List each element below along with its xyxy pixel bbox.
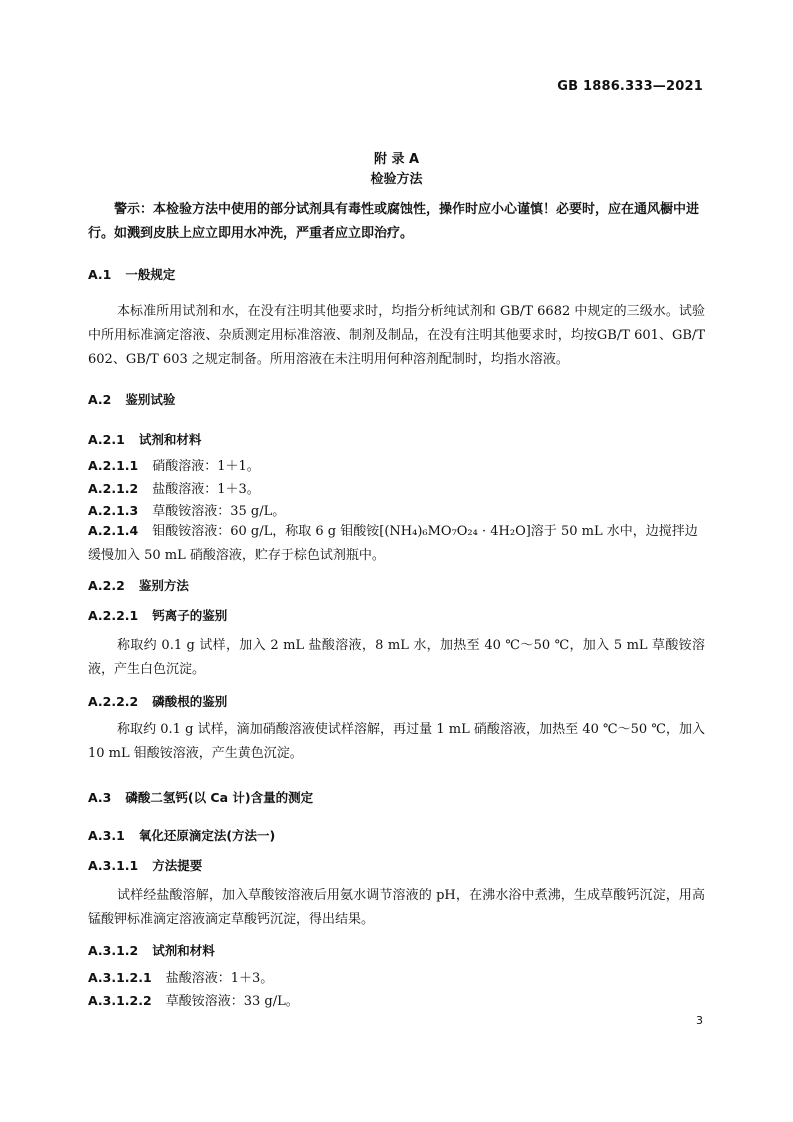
section-title: 钙离子的鉴别 (152, 608, 228, 623)
section-a21-heading (88, 430, 201, 448)
page-number: 3 (696, 1014, 703, 1027)
section-number: A.1 (88, 267, 112, 282)
section-a222-text: 称取约 0.1 g 试样，滴加硝酸溶液使试样溶解，再过量 1 mL 硝酸溶液，加热至 40 ℃～50 ℃，加入 10 mL 钼酸铵溶液，产生黄色沉淀。 (88, 722, 705, 761)
item-text: 草酸铵溶液：35 g/L。 (152, 504, 286, 519)
appendix-title: 检验方法 (370, 172, 423, 187)
section-a1-heading (88, 265, 175, 283)
item-a214 (88, 519, 705, 568)
section-number: A.3.1.1 (88, 858, 139, 873)
item-number: A.3.1.2.2 (88, 993, 152, 1008)
section-a221-heading (88, 606, 227, 624)
section-number: A.2.2.2 (88, 694, 139, 709)
section-number: A.3 (88, 790, 112, 805)
section-number: A.2.1 (88, 432, 125, 447)
item-number: A.2.1.1 (88, 458, 139, 473)
item-text: 硝酸溶液：1＋1。 (152, 459, 260, 474)
item-text: 草酸铵溶液：33 g/L。 (165, 994, 299, 1009)
section-a3-heading (88, 788, 313, 806)
section-number: A.2 (88, 392, 112, 407)
item-a3122 (88, 989, 705, 1014)
safety-warning: 警示：本检验方法中使用的部分试剂具有毒性或腐蚀性，操作时应小心谨慎！必要时，应在通风橱中进行。如溅到皮肤上应立即用水冲洗，严重者应立即治疗。 (88, 202, 700, 241)
section-title: 方法提要 (152, 858, 203, 873)
section-title: 试剂和材料 (152, 943, 215, 958)
item-number: A.2.1.3 (88, 503, 139, 518)
section-a311-text: 试样经盐酸溶解，加入草酸铵溶液后用氨水调节溶液的 pH，在沸水浴中煮沸，生成草酸钙沉淀，用高锰酸钾标准滴定溶液滴定草酸钙沉淀，得出结果。 (88, 888, 705, 927)
appendix-label: 附 录 A (373, 152, 420, 167)
item-a3121 (88, 966, 705, 991)
section-a312-heading (88, 941, 215, 959)
section-number: A.2.2 (88, 578, 125, 593)
section-title: 一般规定 (125, 267, 176, 282)
standard-code: GB 1886.333—2021 (557, 79, 703, 94)
section-a22-heading (88, 576, 189, 594)
section-a31-heading (88, 826, 275, 844)
item-a211 (88, 454, 705, 479)
item-number: A.3.1.2.1 (88, 970, 152, 985)
section-title: 鉴别试验 (125, 392, 176, 407)
section-title: 磷酸根的鉴别 (152, 694, 228, 709)
section-title: 试剂和材料 (138, 432, 202, 447)
section-a2-heading (88, 390, 175, 408)
section-a221-text: 称取约 0.1 g 试样，加入 2 mL 盐酸溶液，8 mL 水，加热至 40 ℃～50 ℃，加入 5 mL 草酸铵溶液，产生白色沉淀。 (88, 638, 705, 677)
item-text: 盐酸溶液：1＋3。 (165, 971, 274, 986)
section-title: 鉴别方法 (138, 578, 189, 593)
item-text: 钼酸铵溶液：60 g/L，称取 6 g 钼酸铵[(NH₄)₆MO₇O₂₄ · 4H₂O]溶于 50 mL 水中，边搅拌边缓慢加入 50 mL 硝酸溶液，贮存于棕色试剂瓶中。 (88, 524, 698, 563)
item-text: 盐酸溶液：1＋3。 (152, 482, 260, 497)
section-number: A.3.1.2 (88, 943, 139, 958)
section-title: 氧化还原滴定法(方法一) (138, 828, 276, 843)
section-number: A.2.2.1 (88, 608, 139, 623)
item-number: A.2.1.4 (88, 523, 139, 538)
item-number: A.2.1.2 (88, 481, 139, 496)
section-number: A.3.1 (88, 828, 125, 843)
section-a1-text: 本标准所用试剂和水，在没有注明其他要求时，均指分析纯试剂和 GB/T 6682 中规定的三级水。试验中所用标准滴定溶液、杂质测定用标准溶液、制剂及制品，在没有注明其他要求时，均按GB/T 601、GB/T 602、GB/T 603 之规定制备。所用溶液在未注明用何种溶剂配制时，均指水溶液。 (88, 304, 705, 367)
section-a222-heading (88, 692, 227, 710)
section-a311-heading (88, 856, 202, 874)
section-title: 磷酸二氢钙(以 Ca 计)含量的测定 (125, 790, 314, 805)
